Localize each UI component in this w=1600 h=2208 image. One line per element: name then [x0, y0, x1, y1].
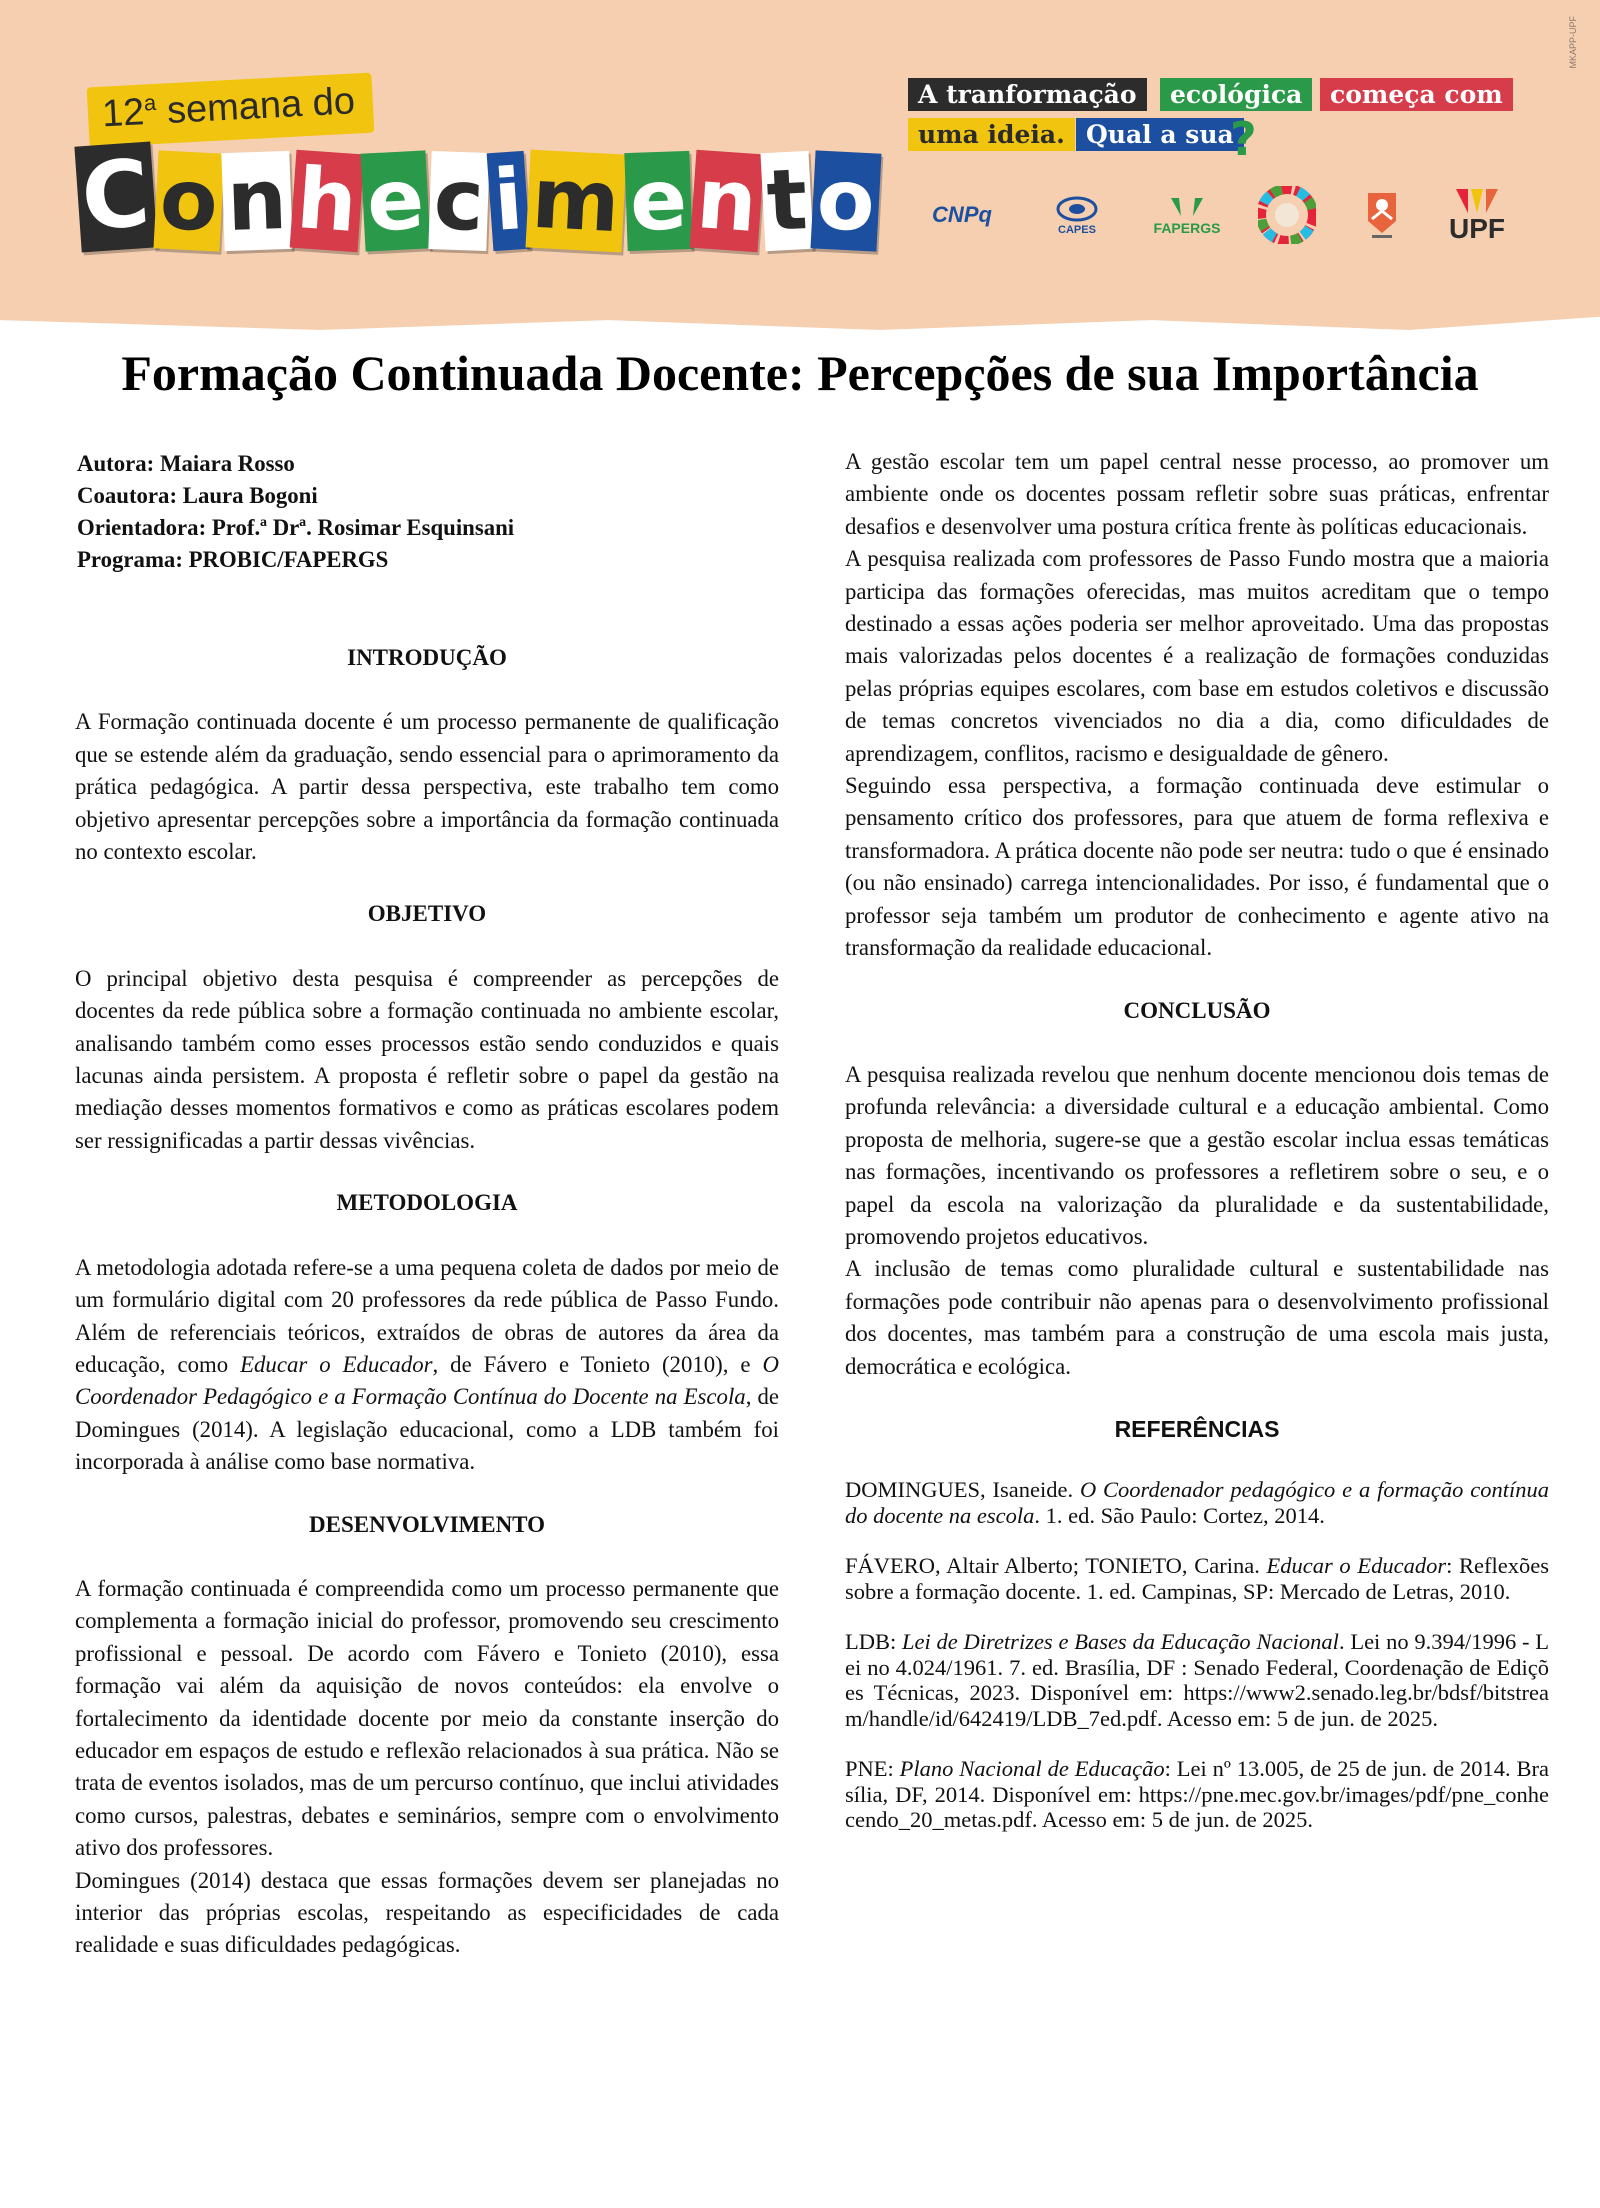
conclusao-paragraph: A inclusão de temas como pluralidade cultural e sustentabilidade nas formações pode contribuir não apenas para o desenvolvimento profissional dos docentes, mas também para a construção de uma escola mais justa, democrática e ecológica. [845, 1256, 1549, 1379]
event-name-letters [78, 139, 881, 252]
sponsor-logos [912, 180, 1532, 250]
event-edition: 12$^a$ semana do [87, 73, 375, 147]
event-name-letter: o [153, 150, 224, 251]
metodologia-text: A metodologia adotada refere-se a uma pequena coleta de dados por meio de um formulário digital com 20 professores da rede pública de Passo Fundo. Além de referenciais teóricos, extraídos de obras de autores da área da educação, como Educar o Educador, de Fávero e Tonieto (2010), e O Coordenador Pedagógico e a Formação Contínua do Docente na Escola, de Domingues (2014). A legislação educacional, como a LDB também foi incorporada à análise como base normativa. [75, 1254, 779, 1475]
conclusao-paragraph: A pesquisa realizada revelou que nenhum docente mencionou dois temas de profunda relevância: a diversidade cultural e a educação ambiental. Como proposta de melhoria, sugere-se que a gestão escolar inclua essas temáticas nas formações, incentivando os professores a refletirem sobre o seu, e o papel da escola na valorização da pluralidade e da sustentabilidade, promovendo projetos educativos. [845, 1061, 1549, 1249]
event-name-letter: i [486, 151, 530, 251]
event-name-letter: e [360, 150, 430, 251]
event-name-letter: o [810, 150, 881, 251]
author-line: Coautora: Laura Bogoni [77, 483, 318, 508]
event-name-letter: n [690, 150, 764, 252]
slogan [908, 78, 1528, 168]
event-name-letter: c [428, 151, 489, 251]
author-line: Programa: PROBIC/FAPERGS [77, 547, 389, 572]
objetivo-text: O principal objetivo desta pesquisa é compreender as percepções de docentes da rede pública sobre a formação continuada no ambiente escolar, analisando também como esses processos estão sendo conduzidos e quais lacunas ainda persistem. A proposta é refletir sobre o papel da gestão na mediação desses momentos formativos e como as práticas escolares podem ser ressignificadas a partir dessas vivências. [75, 965, 779, 1153]
section-heading-desenvolvimento: DESENVOLVIMENTO [309, 1511, 545, 1537]
section-heading-metodologia: METODOLOGIA [336, 1190, 518, 1216]
section-heading-objetivo: OBJETIVO [367, 901, 487, 927]
slogan-chip: Qual a sua [1076, 118, 1244, 151]
right-column [845, 446, 1549, 1833]
slogan-chip: uma ideia. [908, 118, 1075, 151]
reference-item: DOMINGUES, Isaneide. O Coordenador pedagógico e a formação contínua do docente na escola. 1. ed. São Paulo: Cortez, 2014. [845, 1477, 1549, 1528]
slogan-chip: A tranformação [908, 78, 1147, 111]
introducao-text: A Formação continuada docente é um processo permanente de qualificação que se estende além da graduação, sendo essencial para o aprimoramento da prática pedagógica. A partir dessa perspectiva, este trabalho tem como objetivo apresentar percepções sobre a importância da formação continuada no contexto escolar. [75, 709, 779, 865]
event-name-letter: t [760, 151, 813, 251]
upf-logo: UPF [1432, 180, 1522, 250]
fapergs-logo: FAPERGS [1137, 180, 1237, 250]
sdg-wheel-logo [1252, 180, 1322, 250]
slogan-chip: ecológica [1160, 78, 1312, 111]
event-name-letter: C [74, 141, 157, 252]
event-logo [78, 70, 878, 260]
slogan-question-mark: ? [1230, 112, 1257, 166]
author-line: Autora: Maiara Rosso [77, 451, 295, 476]
slogan-chip: começa com [1320, 78, 1513, 111]
section-heading-introducao: INTRODUÇÃO [347, 645, 507, 670]
reference-item: FÁVERO, Altair Alberto; TONIETO, Carina. Educar o Educador: Reflexões sobre a formação docente. 1. ed. Campinas, SP: Mercado de Letras, 2010. [845, 1553, 1550, 1604]
event-name-letter: h [290, 150, 364, 252]
desenvolvimento-paragraph: A pesquisa realizada com professores de Passo Fundo mostra que a maioria participa das formações oferecidas, mas muitos acreditam que o tempo destinado a essas ações poderia ser melhor aproveitado. Uma das propostas mais valorizadas pelos docentes é a realização de formações conduzidas pelas próprias equipes escolares, com base em estudos coletivos e discussão de temas concretos vivenciados no dia a dia, como dificuldades de aprendizagem, conflitos, racismo e desigualdade de gênero. [845, 546, 1549, 766]
event-name-letter: e [624, 151, 692, 251]
desenvolvimento-paragraph: A formação continuada é compreendida como um processo permanente que complementa a formação inicial do professor, promovendo seu crescimento profissional e pessoal. De acordo com Fávero e Tonieto (2010), essa formação vai além da aquisição de novos conteúdos: ela envolve o fortalecimento da identidade docente por meio da constante inserção do educador em espaços de estudo e reflexão relacionados à sua prática. Não se trata de eventos isolados, mas de um percurso contínuo, que inclui atividades como cursos, palestras, debates e seminários, sempre com o envolvimento ativo dos professores. [75, 1575, 779, 1861]
poster-title: Formação Continuada Docente: Percepções de sua Importância [121, 345, 1479, 401]
desenvolvimento-paragraph: A gestão escolar tem um papel central nesse processo, ao promover um ambiente onde os docentes possam refletir sobre suas práticas, enfrentar desafios e desenvolver uma postura crítica frente às políticas educacionais. [845, 449, 1549, 539]
capes-icon [1055, 194, 1099, 224]
author-line: Orientadora: Prof.ª Drª. Rosimar Esquinsani [77, 515, 515, 540]
desenvolvimento-paragraph: Seguindo essa perspectiva, a formação continuada deve estimular o pensamento crítico dos professores, para que atuem de forma reflexiva e transformadora. A prática docente não pode ser neutra: tudo o que é ensinado (ou não ensinado) carrega intencionalidades. Por isso, é fundamental que o professor seja também um produtor de conhecimento e agente ativo na transformação da realidade educacional. [845, 773, 1549, 961]
event-name-letter: m [526, 150, 627, 253]
event-name-letter: n [222, 151, 293, 251]
cnpq-logo: CNPq [932, 202, 992, 227]
fapergs-icon [1167, 194, 1207, 220]
side-tag: MKAPP-UPF [1568, 16, 1578, 69]
emblem-icon [1362, 189, 1402, 241]
reference-item: PNE: Plano Nacional de Educação: Lei nº 13.005, de 25 de jun. de 2014. Brasília, DF, 2014. Disponível em: https://pne.mec.gov.br/images/pdf/pne_conhecendo_20_metas.pdf. Acesso em: 5 de jun. de 2025. [845, 1756, 1549, 1833]
section-heading-referencias: REFERÊNCIAS [1114, 1415, 1280, 1442]
left-column [75, 448, 779, 1962]
desenvolvimento-paragraph: Domingues (2014) destaca que essas formações devem ser planejadas no interior das próprias escolas, respeitando as especificidades de cada realidade e suas dificuldades pedagógicas. [75, 1867, 779, 1958]
reference-item: LDB: Lei de Diretrizes e Bases da Educação Nacional. Lei no 9.394/1996 - Lei no 4.024/1961. 7. ed. Brasília, DF : Senado Federal, Coordenação de Edições Técnicas, 2023. Disponível em: https://www2.senado.leg.br/bdsf/bitstream/handle/id/642419/LDB_7ed.pdf. Acesso em: 5 de jun. de 2025. [845, 1629, 1549, 1731]
section-heading-conclusao: CONCLUSÃO [1123, 997, 1271, 1023]
author-block [77, 448, 779, 576]
upf-icon [1454, 187, 1500, 215]
capes-logo: CAPES [1042, 180, 1112, 250]
emblem-logo [1352, 180, 1412, 250]
sdg-wheel-icon [1258, 186, 1316, 244]
